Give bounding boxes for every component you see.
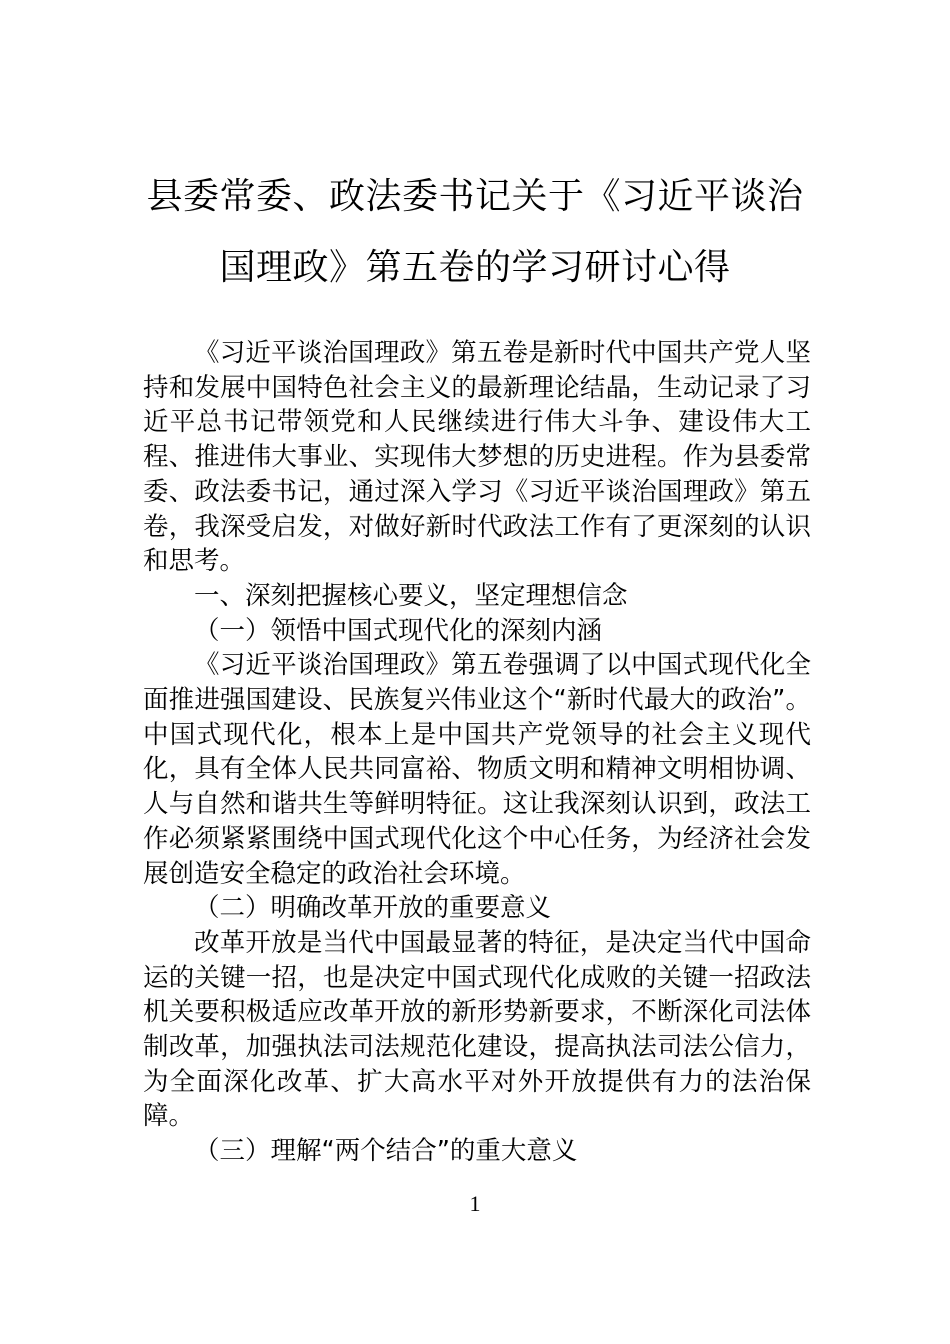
subsection-heading-2: （二）明确改革开放的重要意义 [194, 893, 552, 924]
subsection-heading-1: （一）领悟中国式现代化的深刻内涵 [194, 615, 603, 646]
document-title-line-2: 国理政》第五卷的学习研讨心得 [219, 247, 731, 288]
document-body [143, 336, 811, 1169]
section-heading-1: 一、深刻把握核心要义，坚定理想信念 [194, 580, 628, 611]
subsection-heading-3: （三）理解“两个结合”的重大意义 [194, 1136, 578, 1167]
body-paragraph: 改革开放是当代中国最显著的特征，是决定当代中国命运的关键一招，也是决定中国式现代化成败的关键一招政法机关要积极适应改革开放的新形势新要求，不断深化司法体制改革，加强执法司法规范化建设，提高执法司法公信力，为全面深化改革、扩大高水平对外开放提供有力的法治保障。 [143, 927, 811, 1132]
document-title-line-1: 县委常委、政法委书记关于《习近平谈治 [146, 176, 804, 217]
intro-paragraph: 《习近平谈治国理政》第五卷是新时代中国共产党人坚持和发展中国特色社会主义的最新理论结晶，生动记录了习近平总书记带领党和人民继续进行伟大斗争、建设伟大工程、推进伟大事业、实现伟大梦想的历史进程。作为县委常委、政法委书记，通过深入学习《习近平谈治国理政》第五卷，我深受启发，对做好新时代政法工作有了更深刻的认识和思考。 [143, 338, 811, 577]
body-paragraph: 《习近平谈治国理政》第五卷强调了以中国式现代化全面推进强国建设、民族复兴伟业这个“新时代最大的政治”。中国式现代化，根本上是中国共产党领导的社会主义现代化，具有全体人民共同富裕、物质文明和精神文明相协调、人与自然和谐共生等鲜明特征。这让我深刻认识到，政法工作必须紧紧围绕中国式现代化这个中心任务，为经济社会发展创造安全稳定的政治社会环境。 [143, 650, 811, 889]
page-number: 1 [469, 1191, 481, 1216]
